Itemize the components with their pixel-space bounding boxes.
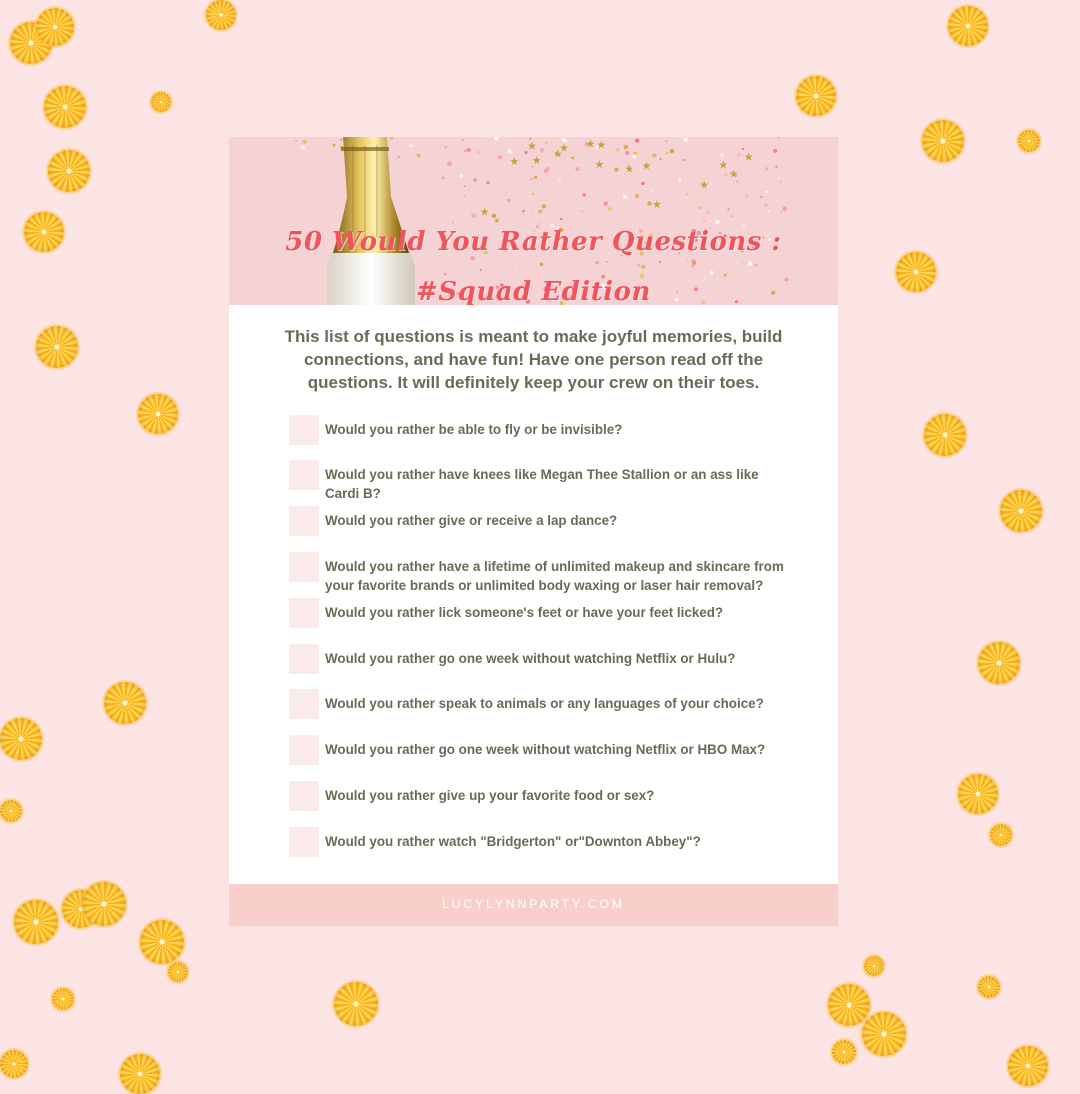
gold-sequin-icon (896, 252, 936, 292)
svg-text:★: ★ (596, 138, 607, 152)
gold-sequin-icon (36, 326, 78, 368)
gold-sequin-icon (168, 962, 188, 982)
svg-text:★: ★ (527, 139, 537, 153)
gold-sequin-icon (978, 642, 1020, 684)
gold-sequin-icon (796, 76, 836, 116)
gold-sequin-icon (104, 682, 146, 724)
question-text: Would you rather lick someone's feet or have your feet licked? (325, 605, 724, 620)
gold-sequin-icon (978, 976, 1000, 998)
gold-sequin-icon (1000, 490, 1042, 532)
gold-sequin-icon (948, 6, 988, 46)
question-checkbox[interactable] (289, 552, 319, 582)
question-text: Would you rather speak to animals or any languages of your choice? (325, 696, 764, 711)
svg-text:★: ★ (652, 198, 662, 212)
gold-sequin-icon (334, 982, 378, 1026)
question-text: Would you rather go one week without watching Netflix or Hulu? (325, 651, 736, 666)
gold-sequin-icon (990, 824, 1012, 846)
question-text: Would you rather give up your favorite food or sex? (325, 788, 655, 803)
gold-sequin-icon (0, 718, 42, 760)
question-checkbox[interactable] (289, 735, 319, 765)
svg-text:★: ★ (509, 155, 520, 169)
question-text: Would you rather give or receive a lap dance? (325, 513, 618, 528)
gold-sequin-icon (206, 0, 236, 30)
svg-text:★: ★ (585, 137, 596, 151)
gold-sequin-icon (48, 150, 90, 192)
question-checkbox[interactable] (289, 598, 319, 628)
svg-text:★: ★ (624, 162, 635, 176)
svg-text:★: ★ (743, 150, 754, 164)
question-checkbox[interactable] (289, 415, 319, 445)
gold-sequin-icon (52, 988, 74, 1010)
gold-sequin-icon (36, 8, 74, 46)
gold-sequin-icon (24, 212, 64, 252)
gold-sequin-icon (140, 920, 184, 964)
title-line-1: 50 Would You Rather Questions : (285, 227, 782, 257)
gold-sequin-icon (0, 1050, 28, 1078)
question-checkbox[interactable] (289, 460, 319, 490)
gold-sequin-icon (151, 92, 171, 112)
title-line-2: #Squad Edition (416, 277, 651, 305)
svg-text:★: ★ (594, 157, 605, 171)
card-header (229, 137, 838, 305)
svg-text:★: ★ (559, 141, 569, 155)
svg-text:★: ★ (531, 154, 542, 168)
question-checkbox[interactable] (289, 506, 319, 536)
svg-text:★: ★ (553, 147, 563, 161)
question-card (229, 137, 838, 926)
gold-sequin-icon (120, 1054, 160, 1094)
question-text: Would you rather have knees like Megan Thee Stallion or an ass like Cardi B? (325, 467, 759, 501)
intro-text: This list of questions is meant to make joyful memories, build connections, and have fun! Have one person read off the questions. It will definitely keep your crew on their toes. (284, 327, 783, 392)
svg-text:★: ★ (718, 158, 729, 172)
gold-sequin-icon (44, 86, 86, 128)
gold-sequin-icon (1008, 1046, 1048, 1086)
gold-sequin-icon (828, 984, 870, 1026)
question-text: Would you rather be able to fly or be invisible? (325, 422, 623, 437)
gold-sequin-icon (862, 1012, 906, 1056)
question-checkbox[interactable] (289, 827, 319, 857)
gold-sequin-icon (922, 120, 964, 162)
gold-sequin-icon (138, 394, 178, 434)
svg-text:★: ★ (728, 167, 739, 181)
gold-sequin-icon (924, 414, 966, 456)
footer-website[interactable]: LUCYLYNNPARTY.COM (442, 897, 625, 911)
question-text: Would you rather have a lifetime of unlimited makeup and skincare from your favorite brands or unlimited body waxing or laser hair removal? (325, 559, 784, 593)
svg-text:★: ★ (479, 205, 490, 219)
gold-sequin-icon (14, 900, 58, 944)
svg-text:★: ★ (641, 159, 652, 173)
question-checkbox[interactable] (289, 781, 319, 811)
svg-text:★: ★ (699, 178, 710, 192)
gold-sequin-icon (832, 1040, 856, 1064)
gold-sequin-icon (864, 956, 884, 976)
question-text: Would you rather watch "Bridgerton" or"Downton Abbey"? (325, 834, 701, 849)
gold-sequin-icon (1018, 130, 1040, 152)
gold-sequin-icon (82, 882, 126, 926)
question-checkbox[interactable] (289, 689, 319, 719)
question-text: Would you rather go one week without watching Netflix or HBO Max? (325, 742, 766, 757)
gold-sequin-icon (0, 800, 22, 822)
question-checkbox[interactable] (289, 644, 319, 674)
gold-sequin-icon (958, 774, 998, 814)
footer-bar (229, 884, 838, 926)
